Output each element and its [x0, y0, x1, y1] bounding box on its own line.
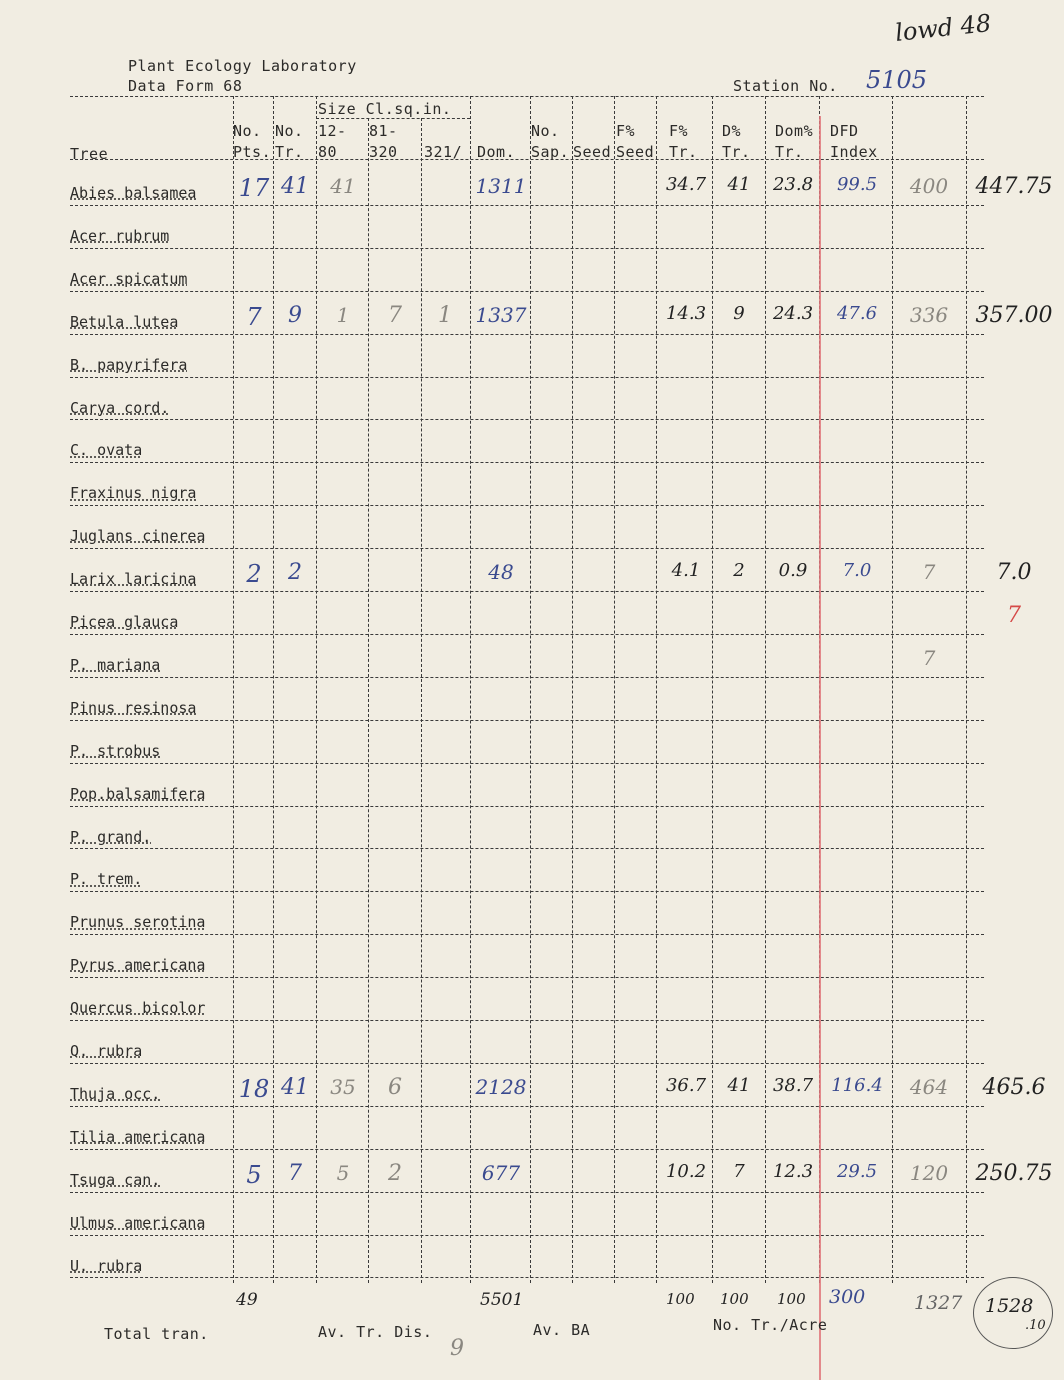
cell-tr: 7	[288, 1160, 302, 1186]
total-extra: 1327	[914, 1292, 963, 1314]
cell-dfd: 99.5	[836, 174, 878, 195]
footer-total-tran: Total tran.	[104, 1325, 209, 1343]
row-rule	[70, 377, 984, 378]
tree-name: Acer spicatum	[70, 269, 188, 288]
header-dom: Dom.	[477, 143, 516, 161]
row-rule	[70, 505, 984, 506]
header-no-pts-2: Pts.	[233, 143, 272, 161]
cell-right: 447.75	[975, 174, 1053, 199]
cell-domtr: 23.8	[772, 174, 814, 195]
cell-s2: 2	[388, 1160, 402, 1186]
station-value: 5105	[866, 66, 928, 94]
tree-name: Tilia americana	[70, 1127, 206, 1146]
form-name: Data Form 68	[128, 77, 243, 95]
footer-av-tr-dis: Av. Tr. Dis.	[318, 1323, 433, 1341]
row-rule	[70, 1192, 984, 1193]
row-rule	[70, 1277, 984, 1278]
av-tr-dis-value: 9	[450, 1336, 464, 1361]
top-note: lowd 48	[893, 9, 993, 47]
cell-tr: 2	[288, 560, 302, 586]
cell-ftr: 4.1	[671, 560, 701, 582]
table-top-rule	[70, 96, 984, 97]
tree-name: Larix laricina	[70, 570, 197, 589]
footer-no-tr-acre: No. Tr./Acre	[713, 1316, 828, 1334]
tree-name: Betula lutea	[70, 312, 179, 331]
row-rule	[70, 720, 984, 721]
red-margin-line	[819, 116, 821, 1380]
tree-name: Ulmus americana	[70, 1213, 206, 1232]
cell-s1: 5	[336, 1160, 350, 1185]
lab-title: Plant Ecology Laboratory	[128, 57, 357, 75]
header-no-tr-2: Tr.	[275, 143, 304, 161]
header-dtr-1: D%	[722, 122, 742, 140]
total-ftr: 100	[666, 1290, 695, 1308]
cell-pts: 18	[238, 1074, 270, 1103]
cell-extra: 336	[909, 302, 949, 327]
tree-name: Carya cord.	[70, 398, 170, 417]
cell-extra: 7	[922, 560, 936, 585]
cell-ftr: 36.7	[665, 1074, 707, 1096]
cell-domtr: 24.3	[772, 302, 814, 324]
tree-name: Acer rubrum	[70, 226, 170, 245]
cell-right: 250.75	[975, 1160, 1053, 1186]
cell-pts: 17	[238, 174, 270, 202]
cell-s2: 7	[388, 302, 402, 328]
header-size-2a: 81-	[369, 122, 398, 140]
cell-ftr: 10.2	[665, 1160, 707, 1182]
header-no-tr-1: No.	[275, 122, 304, 140]
tree-name: Juglans cinerea	[70, 527, 206, 546]
header-ftr-2: Tr.	[669, 143, 698, 161]
cell-s1: 35	[330, 1074, 356, 1099]
cell-dtr: 2	[733, 560, 745, 582]
tree-name: U. rubra	[70, 1256, 143, 1275]
header-no-sap-2: Sap.	[531, 143, 570, 161]
cell-right: 357.00	[975, 302, 1053, 328]
cell-extra: 464	[909, 1074, 949, 1099]
cell-dom: 677	[481, 1160, 521, 1185]
circled-total-value: 1528	[985, 1295, 1034, 1317]
cell-s1: 41	[330, 174, 356, 198]
row-rule	[70, 677, 984, 678]
cell-s2: 6	[388, 1074, 402, 1100]
cell-pts: 7	[246, 302, 262, 331]
tree-name: Tsuga can.	[70, 1170, 161, 1189]
tree-name: Pinus resinosa	[70, 698, 197, 717]
cell-dtr: 7	[733, 1160, 745, 1182]
tree-name: Fraxinus nigra	[70, 484, 197, 503]
cell-dom: 2128	[475, 1074, 527, 1099]
header-no-sap-1: No.	[531, 122, 560, 140]
cell-dtr: 41	[727, 1074, 751, 1096]
cell-dom: 1311	[475, 174, 527, 198]
footer-av-ba: Av. BA	[533, 1321, 591, 1339]
cell-tr: 41	[281, 1074, 309, 1100]
row-rule	[70, 634, 984, 635]
tree-name: P. trem.	[70, 870, 143, 889]
row-rule	[70, 462, 984, 463]
cell-right: 7	[1007, 603, 1021, 628]
total-pts: 49	[236, 1290, 258, 1310]
tree-name: Quercus bicolor	[70, 999, 206, 1018]
header-domtr-1: Dom%	[775, 122, 814, 140]
cell-extra: 7	[922, 645, 936, 670]
tree-name: C. ovata	[70, 441, 143, 460]
cell-domtr: 12.3	[772, 1160, 814, 1182]
cell-right: 7.0	[996, 560, 1032, 586]
tree-name: B. papyrifera	[70, 355, 188, 374]
header-size-2b: 320	[369, 143, 398, 161]
row-rule	[70, 848, 984, 849]
cell-dtr: 9	[733, 302, 745, 324]
cell-ftr: 14.3	[665, 302, 707, 324]
row-rule	[70, 1149, 984, 1150]
header-tree: Tree	[70, 145, 109, 163]
cell-dtr: 41	[727, 174, 751, 195]
column-rule	[421, 118, 422, 1283]
row-rule	[70, 934, 984, 935]
row-rule	[70, 419, 984, 420]
cell-pts: 2	[246, 560, 262, 589]
cell-extra: 400	[909, 174, 949, 198]
station-label: Station No.	[733, 77, 838, 95]
row-rule	[70, 548, 984, 549]
header-ftr-1: F%	[669, 122, 689, 140]
tree-name: P. strobus	[70, 741, 161, 760]
row-rule	[70, 1063, 984, 1064]
cell-dfd: 29.5	[836, 1160, 878, 1182]
header-fseed-2: Seed	[616, 143, 655, 161]
row-rule	[70, 891, 984, 892]
tree-name: Abies balsamea	[70, 184, 197, 202]
size-class-rule	[316, 118, 470, 119]
header-size-class: Size Cl.sq.in.	[318, 100, 452, 118]
cell-ftr: 34.7	[665, 174, 707, 195]
header-dfd-2: Index	[830, 143, 878, 161]
header-dtr-2: Tr.	[722, 143, 751, 161]
cell-domtr: 38.7	[772, 1074, 814, 1096]
header-size-1a: 12-	[318, 122, 347, 140]
tree-name: Pyrus americana	[70, 956, 206, 975]
circled-total-decimal: .10	[1025, 1318, 1046, 1333]
row-rule	[70, 1235, 984, 1236]
cell-tr: 41	[281, 174, 309, 199]
tree-name: P. mariana	[70, 655, 161, 674]
header-fseed-1: F%	[616, 122, 636, 140]
header-dfd-1: DFD	[830, 122, 859, 140]
cell-dfd: 116.4	[831, 1074, 883, 1096]
tree-name: Prunus serotina	[70, 913, 206, 932]
cell-dom: 1337	[475, 302, 527, 327]
row-rule	[70, 291, 984, 292]
row-rule	[70, 763, 984, 764]
tree-name: Picea glauca	[70, 613, 179, 631]
cell-dfd: 47.6	[836, 302, 878, 324]
header-domtr-2: Tr.	[775, 143, 804, 161]
tree-name: Pop.balsamifera	[70, 784, 206, 803]
header-seed: Seed	[573, 143, 612, 161]
row-rule	[70, 591, 984, 592]
column-rule	[368, 118, 369, 1283]
row-rule	[70, 977, 984, 978]
cell-dfd: 7.0	[842, 560, 872, 582]
header-size-3: 321/	[424, 143, 463, 161]
cell-right: 465.6	[982, 1074, 1046, 1100]
row-rule	[70, 1020, 984, 1021]
row-rule	[70, 205, 984, 206]
row-rule	[70, 334, 984, 335]
total-dom: 5501	[480, 1290, 524, 1310]
header-no-pts-1: No.	[233, 122, 262, 140]
row-rule	[70, 248, 984, 249]
cell-pts: 5	[246, 1160, 262, 1189]
total-dfd: 300	[829, 1286, 866, 1308]
cell-tr: 9	[288, 302, 302, 328]
cell-dom: 48	[488, 560, 514, 585]
row-rule	[70, 806, 984, 807]
total-domtr: 100	[777, 1290, 806, 1308]
cell-s1: 1	[336, 302, 350, 327]
header-size-1b: 80	[318, 143, 338, 161]
cell-domtr: 0.9	[778, 560, 808, 582]
tree-name: Q. rubra	[70, 1042, 143, 1060]
total-dtr: 100	[720, 1290, 749, 1308]
tree-name: P. grand.	[70, 827, 152, 846]
row-rule	[70, 1106, 984, 1107]
cell-s3: 1	[438, 302, 452, 328]
tree-name: Thuja occ.	[70, 1084, 161, 1103]
cell-extra: 120	[909, 1160, 949, 1185]
